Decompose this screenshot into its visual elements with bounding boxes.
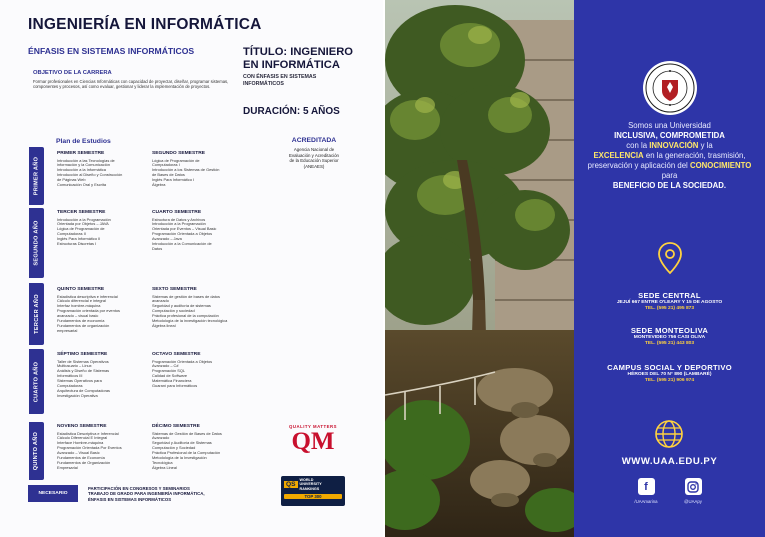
course-item: Avanzado – C# — [152, 363, 179, 369]
year-tab-1: PRIMER AÑO — [29, 147, 44, 205]
course-item: Álgebra lineal — [152, 322, 176, 328]
statement-text: en la generación, trasmisión, preservación y aplicación del — [587, 151, 746, 170]
qs-line: WORLD — [299, 478, 314, 482]
qs-line: UNIVERSITY — [299, 482, 322, 487]
course-list — [152, 218, 270, 252]
sede-name: SEDE MONTEOLIVA — [630, 326, 709, 335]
semester-block — [152, 287, 270, 329]
accreditation-heading: ACREDITADA — [291, 137, 337, 144]
course-item: Datos — [152, 245, 163, 251]
course-item: Inglés Para Informático I — [152, 177, 195, 183]
facebook-handle: /UAAmarina — [634, 499, 658, 504]
sede-phone: TEL. (595 21) 906 974 — [644, 378, 695, 384]
semester-heading: SEGUNDO SEMESTRE — [152, 151, 205, 156]
sede-address: JEJUÍ 667 ENTRE O'LEARY Y 15 DE AGOSTO — [616, 300, 723, 305]
statement-highlight: INCLUSIVA, COMPROMETIDA — [614, 131, 725, 140]
course-item: Calidad de Software — [152, 373, 188, 379]
course-item: Programación orientada por eventos — [57, 308, 120, 314]
course-list — [152, 159, 270, 188]
course-item: Investigación Operativa — [57, 392, 98, 398]
facebook-icon: f — [638, 478, 655, 495]
semester-block — [152, 210, 270, 252]
semester-heading: CUARTO SEMESTRE — [152, 210, 202, 215]
accreditation-line: Agencia Nacional de — [293, 147, 335, 152]
course-item: Programación Orientada Por Eventos — [57, 445, 122, 451]
course-item: Sistemas de gestión de bases de datos — [152, 293, 220, 299]
course-item: Estadística descriptiva e inferencial — [57, 293, 118, 299]
necesario-line: PARTICIPACIÓN EN CONGRESOS Y SEMINARIOS — [88, 486, 190, 491]
semester-heading: DÉCIMO SEMESTRE — [152, 424, 200, 429]
course-item: Avanzado – Java — [152, 236, 182, 242]
course-item: Álgebra — [152, 182, 166, 188]
course-item: avanzado — [152, 298, 169, 304]
semester-heading: SEXTO SEMESTRE — [152, 287, 197, 292]
course-item: Fundamentos de economía — [57, 318, 105, 324]
sede-address: MONTEVIDEO 756 CASI OLIVA — [633, 335, 706, 340]
statement-highlight: CONOCIMIENTO — [689, 161, 752, 170]
qs-top-label: TOP 300 — [284, 494, 342, 499]
semester-block — [152, 352, 270, 389]
statement-highlight: INNOVACIÓN — [649, 141, 699, 150]
necesario-line: TRABAJO DE GRADO PARA INGENIERÍA INFORMÁTICA, — [88, 491, 205, 497]
semester-block — [152, 151, 270, 188]
statement-text: Somos una Universidad — [628, 121, 711, 130]
objective-text: Formar profesionales en Ciencias Informáticas con capacidad de proyectar, diseñar, programar sistemas, componentes y procesos, así como evaluar, gestionar y liderar la implementación de proyectos. — [33, 79, 229, 90]
course-item: Avanzado — [152, 435, 170, 441]
instagram-icon — [685, 478, 702, 495]
course-item: Interface Hombre-máquina — [57, 440, 104, 446]
course-item: Cálculo Diferencial E Integral — [57, 435, 108, 441]
course-item: Lógica de Programación de — [57, 226, 105, 232]
course-item: de Bases de Datos — [152, 172, 185, 178]
accreditation-block — [270, 137, 358, 169]
course-item: Estructura de Datos y Archivos — [152, 216, 206, 222]
year-tab-4: CUARTO AÑO — [29, 349, 44, 414]
year-tab-5: QUINTO AÑO — [29, 422, 44, 480]
course-item: Metodología de la investigación tecnológica — [152, 318, 228, 324]
course-item: Inglés Para Informático II — [57, 236, 101, 242]
statement-text: para — [661, 171, 678, 180]
course-item: Computadoras — [57, 383, 83, 389]
course-item: de Páginas Web — [57, 177, 86, 183]
sede-name: CAMPUS SOCIAL Y DEPORTIVO — [607, 363, 732, 372]
duration-label: DURACIÓN: 5 AÑOS — [243, 106, 340, 117]
course-item: información y la Comunicación — [57, 162, 110, 168]
course-item: Análisis y Diseño de Sistemas — [57, 368, 110, 374]
degree-sub-line: INFORMÁTICOS — [243, 81, 284, 87]
course-list — [152, 360, 270, 389]
qs-rankings-badge — [281, 476, 345, 506]
course-item: Computación y Sociedad — [152, 445, 196, 451]
campus-tree-photo — [385, 0, 574, 537]
semester-heading: SÉPTIMO SEMESTRE — [57, 352, 108, 357]
course-item: Práctica profesional de la computación — [152, 313, 219, 319]
course-item: Introducción a la Informática — [57, 167, 106, 173]
sede-central — [580, 291, 759, 312]
website-link[interactable]: WWW.UAA.EDU.PY — [621, 456, 718, 467]
accreditation-line: (ANEAES) — [303, 163, 325, 169]
course-item: Introducción a la Programación — [57, 216, 111, 222]
qm-mark: QM — [291, 428, 335, 455]
course-item: empresarial — [57, 327, 78, 333]
necesario-text — [88, 486, 258, 502]
course-item: Programación Orientada a Objetos — [152, 358, 213, 364]
course-item: Empresarial — [57, 464, 78, 470]
course-item: Multiusuario – Linux — [57, 363, 92, 369]
course-item: Fundamentos de organización — [57, 322, 110, 328]
study-plan-heading: Plan de Estudios — [56, 138, 111, 145]
globe-icon — [654, 419, 684, 449]
course-item: Introducción a las Tecnologías de — [57, 157, 115, 163]
instagram-link[interactable] — [673, 478, 713, 504]
course-item: avanzado – visual basic — [57, 313, 99, 319]
course-list — [152, 432, 270, 471]
course-item: Seguridad y auditoría de sistemas — [152, 303, 211, 309]
course-item: Seguridad y Auditoría de Sistemas — [152, 440, 212, 446]
course-item: Metodología de la Investigación — [152, 455, 207, 461]
statement-highlight: EXCELENCIA — [593, 151, 644, 160]
course-item: Informáticos III — [57, 373, 83, 379]
course-item: Cálculo diferencial e integral — [57, 298, 106, 304]
semester-heading: NOVENO SEMESTRE — [57, 424, 107, 429]
course-item: Computación y sociedad — [152, 308, 195, 314]
course-item: Fundamentos de Economía — [57, 455, 105, 461]
course-item: Taller de Sistemas Operativos — [57, 358, 109, 364]
semester-heading: PRIMER SEMESTRE — [57, 151, 105, 156]
qs-mark: QS — [286, 481, 296, 489]
qs-line: RANKINGS — [299, 486, 320, 491]
course-item: Avanzado – Visual Basic — [57, 450, 100, 456]
statement-highlight: BENEFICIO DE LA SOCIEDAD. — [612, 181, 727, 190]
semester-heading: OCTAVO SEMESTRE — [152, 352, 201, 357]
year-tab-3: TERCER AÑO — [29, 283, 44, 345]
sede-name: SEDE CENTRAL — [638, 291, 701, 300]
career-title: INGENIERÍA EN INFORMÁTICA — [28, 16, 262, 33]
course-item: Práctica Profesional de la Computación — [152, 450, 221, 456]
course-item: Estructuras Discretas I — [57, 241, 97, 247]
course-item: Orientada por Eventos – Visual Basic — [152, 226, 217, 232]
degree-sub-line: CON ÉNFASIS EN SISTEMAS — [243, 74, 317, 80]
course-item: Fundamentos de Organización — [57, 459, 111, 465]
quality-matters-logo — [283, 424, 343, 455]
course-item: Tecnológica — [152, 459, 173, 465]
semester-heading: QUINTO SEMESTRE — [57, 287, 105, 292]
accreditation-line: de la Educación Superior — [289, 158, 339, 164]
year-tab-2: SEGUNDO AÑO — [29, 208, 44, 278]
instagram-handle: @UAApy — [684, 499, 702, 504]
course-item: Programación SQL — [152, 368, 186, 374]
location-pin-icon — [657, 241, 683, 275]
sede-phone: TEL. (595 21) 495 873 — [644, 306, 695, 312]
facebook-link[interactable] — [626, 478, 666, 504]
accreditation-line: Evaluación y Acreditación — [288, 152, 340, 158]
course-item: Guaraní para Informáticos — [152, 383, 198, 389]
course-item: Lógica de Programación de — [152, 157, 200, 163]
course-item: Arquitectura de Computadoras — [57, 387, 110, 393]
course-item: Computadoras I — [152, 162, 180, 168]
course-item: Sistemas Operativos para — [57, 378, 102, 384]
course-list — [152, 295, 270, 329]
necesario-label: NECESARIO — [28, 485, 78, 502]
course-item: Matemática Financiera — [152, 378, 192, 384]
campus-social — [580, 363, 759, 384]
course-item: Introducción al Diseño y Construcción — [57, 172, 123, 178]
course-item: Computadoras II — [57, 231, 86, 237]
course-item: Interfaz hombre-máquina — [57, 303, 101, 309]
course-item: Sistemas de Gestión de Bases de Datos — [152, 430, 222, 436]
degree-title-block — [243, 46, 373, 88]
course-item: Comunicación Oral y Escrita — [57, 182, 107, 188]
mission-statement — [582, 121, 757, 191]
course-item: Programación Orientada a Objetos — [152, 231, 213, 237]
sede-monteoliva — [580, 326, 759, 347]
objective-heading: OBJETIVO DE LA CARRERA — [33, 70, 112, 76]
course-item: Introducción a los Sistemas de Gestión — [152, 167, 220, 173]
semester-block — [152, 424, 270, 471]
degree-title-line: EN INFORMÁTICA — [243, 58, 340, 71]
sede-address: HÉROES DEL 70 N° 890 (LAMBARÉ) — [627, 372, 712, 377]
course-item: Estadística Descriptiva e Inferencial — [57, 430, 119, 436]
statement-text: con la — [626, 141, 648, 150]
university-crest-icon — [642, 60, 698, 116]
semester-heading: TERCER SEMESTRE — [57, 210, 106, 215]
statement-text: y la — [700, 141, 713, 150]
course-item: Introducción a la Programación — [152, 221, 206, 227]
course-item: Introducción a la Comunicación de — [152, 241, 212, 247]
necesario-line: ÉNFASIS EN SISTEMAS INFORMÁTICOS — [88, 496, 172, 502]
sede-phone: TEL. (595 21) 443 803 — [644, 341, 695, 347]
course-item: Álgebra Lineal — [152, 464, 177, 470]
degree-title-line: TÍTULO: INGENIERO — [243, 46, 354, 58]
qm-caption: QUALITY MATTERS — [289, 424, 337, 429]
course-item: Orientada por Objetos – JAVA — [57, 221, 109, 227]
career-emphasis: ÉNFASIS EN SISTEMAS INFORMÁTICOS — [28, 46, 195, 56]
brochure-right-panel — [574, 0, 765, 537]
